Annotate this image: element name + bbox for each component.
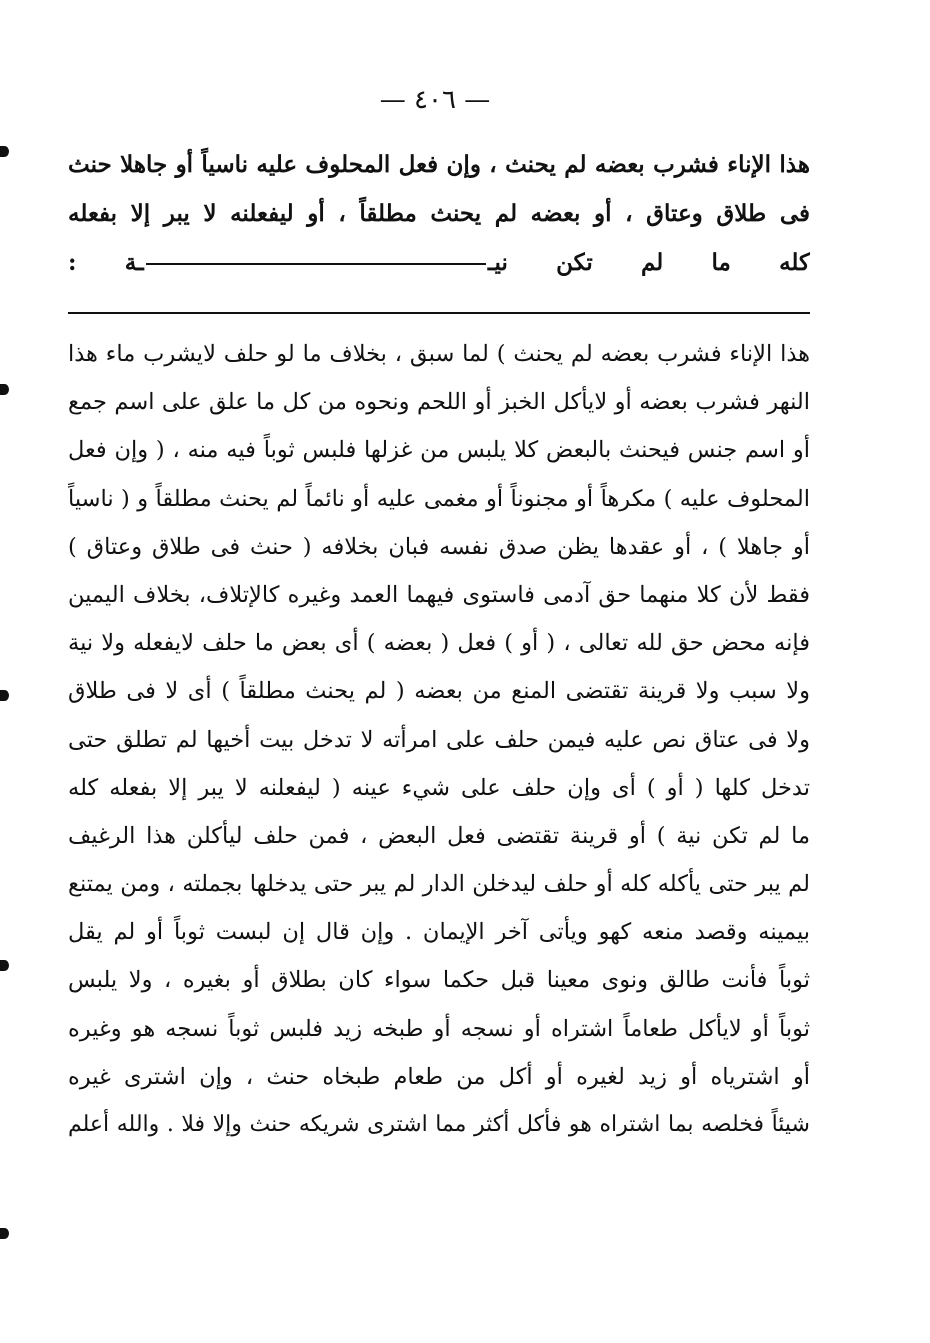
main-text-line-end: ـة : (68, 249, 144, 276)
commentary-line: فإنه محض حق لله تعالى ، ( أو ) فعل ( بعضه ) أى بعض ما حلف لايفعله ولا نية (68, 630, 810, 657)
commentary-line: النهر فشرب بعضه أو لايأكل الخبز أو اللحم ونحوه من كل ما علق على اسم جمع (68, 389, 810, 416)
binding-hole-mark (0, 384, 9, 395)
commentary-line: ولا سبب ولا قرينة تقتضى المنع من بعضه ( لم يحنث مطلقاً ) أى لا فى طلاق (68, 678, 810, 705)
page-number: — ٤٠٦ — (379, 85, 491, 115)
main-text-line: فى طلاق وعتاق ، أو بعضه لم يحنث مطلقاً ، أو ليفعلنه لا يبر إلا بفعله (68, 200, 810, 227)
binding-hole-mark (0, 146, 9, 157)
commentary-line: هذا الإناء فشرب بعضه لم يحنث ) لما سبق ، بخلاف ما لو حلف لايشرب ماء هذا (68, 341, 810, 367)
commentary-line: تدخل كلها ( أو ) أى وإن حلف على شيء عينه ( ليفعلنه لا يبر إلا بفعله كله (68, 774, 810, 801)
commentary-line: لم يبر حتى يأكله كله أو حلف ليدخلن الدار لم يبر حتى يدخلها بجملته ، ومن يمتنع (68, 871, 810, 898)
commentary-line: ما لم تكن نية ) أو قرينة تقتضى فعل البعض ، فمن حلف ليأكلن هذا الرغيف (68, 822, 810, 849)
binding-hole-mark (0, 690, 9, 701)
main-text-line-start: كله ما لم تكن نيـ (487, 249, 810, 276)
binding-hole-mark (0, 1228, 9, 1239)
binding-hole-mark (0, 960, 9, 971)
commentary-line: أو اشترياه أو زيد لغيره أو أكل من طعام طبخاه حنث ، وإن اشترى غيره (68, 1063, 810, 1090)
commentary-line: ثوباً أو لايأكل طعاماً اشتراه أو نسجه أو طبخه زيد فلبس ثوباً نسجه هو وغيره (68, 1015, 810, 1042)
elision-rule (146, 263, 486, 265)
commentary-line: أو جاهلا ) ، أو عقدها يظن صدق نفسه فبان بخلافه ( حنث فى طلاق وعتاق ) (68, 533, 810, 560)
commentary-line: المحلوف عليه ) مكرهاً أو مجنوناً أو مغمى عليه أو نائماً لم يحنث مطلقاً و ( ناسياً (68, 485, 810, 512)
commentary-line: شيئاً فخلصه بما اشتراه هو فأكل أكثر مما اشترى شريكه حنث وإلا فلا . والله أعلم (68, 1112, 810, 1137)
commentary-line: ثوباً فأنت طالق ونوى معينا قبل حكما سواء كان بطلاق أو بغيره ، ولا يلبس (68, 967, 810, 994)
commentary-line: بيمينه وقصد منعه كهو ويأتى آخر الإيمان . وإن قال إن لبست ثوباً أو لم يقل (68, 919, 810, 946)
main-text-line (68, 238, 810, 287)
section-divider (68, 312, 810, 314)
commentary-text (68, 330, 810, 1149)
commentary-line: أو اسم جنس فيحنث بالبعض كلا يلبس من غزلها فلبس ثوباً فيه منه ، ( وإن فعل (68, 437, 810, 464)
main-text (68, 140, 810, 287)
commentary-line: فقط لأن كلا منهما حق آدمى فاستوى فيهما العمد وغيره كالإتلاف، بخلاف اليمين (68, 581, 810, 608)
main-text-line: هذا الإناء فشرب بعضه لم يحنث ، وإن فعل المحلوف عليه ناسياً أو جاهلا حنث (68, 151, 810, 178)
commentary-line: ولا فى عتاق نص عليه فيمن حلف على امرأته لا تدخل بيت أخيها لم تطلق حتى (68, 726, 810, 753)
